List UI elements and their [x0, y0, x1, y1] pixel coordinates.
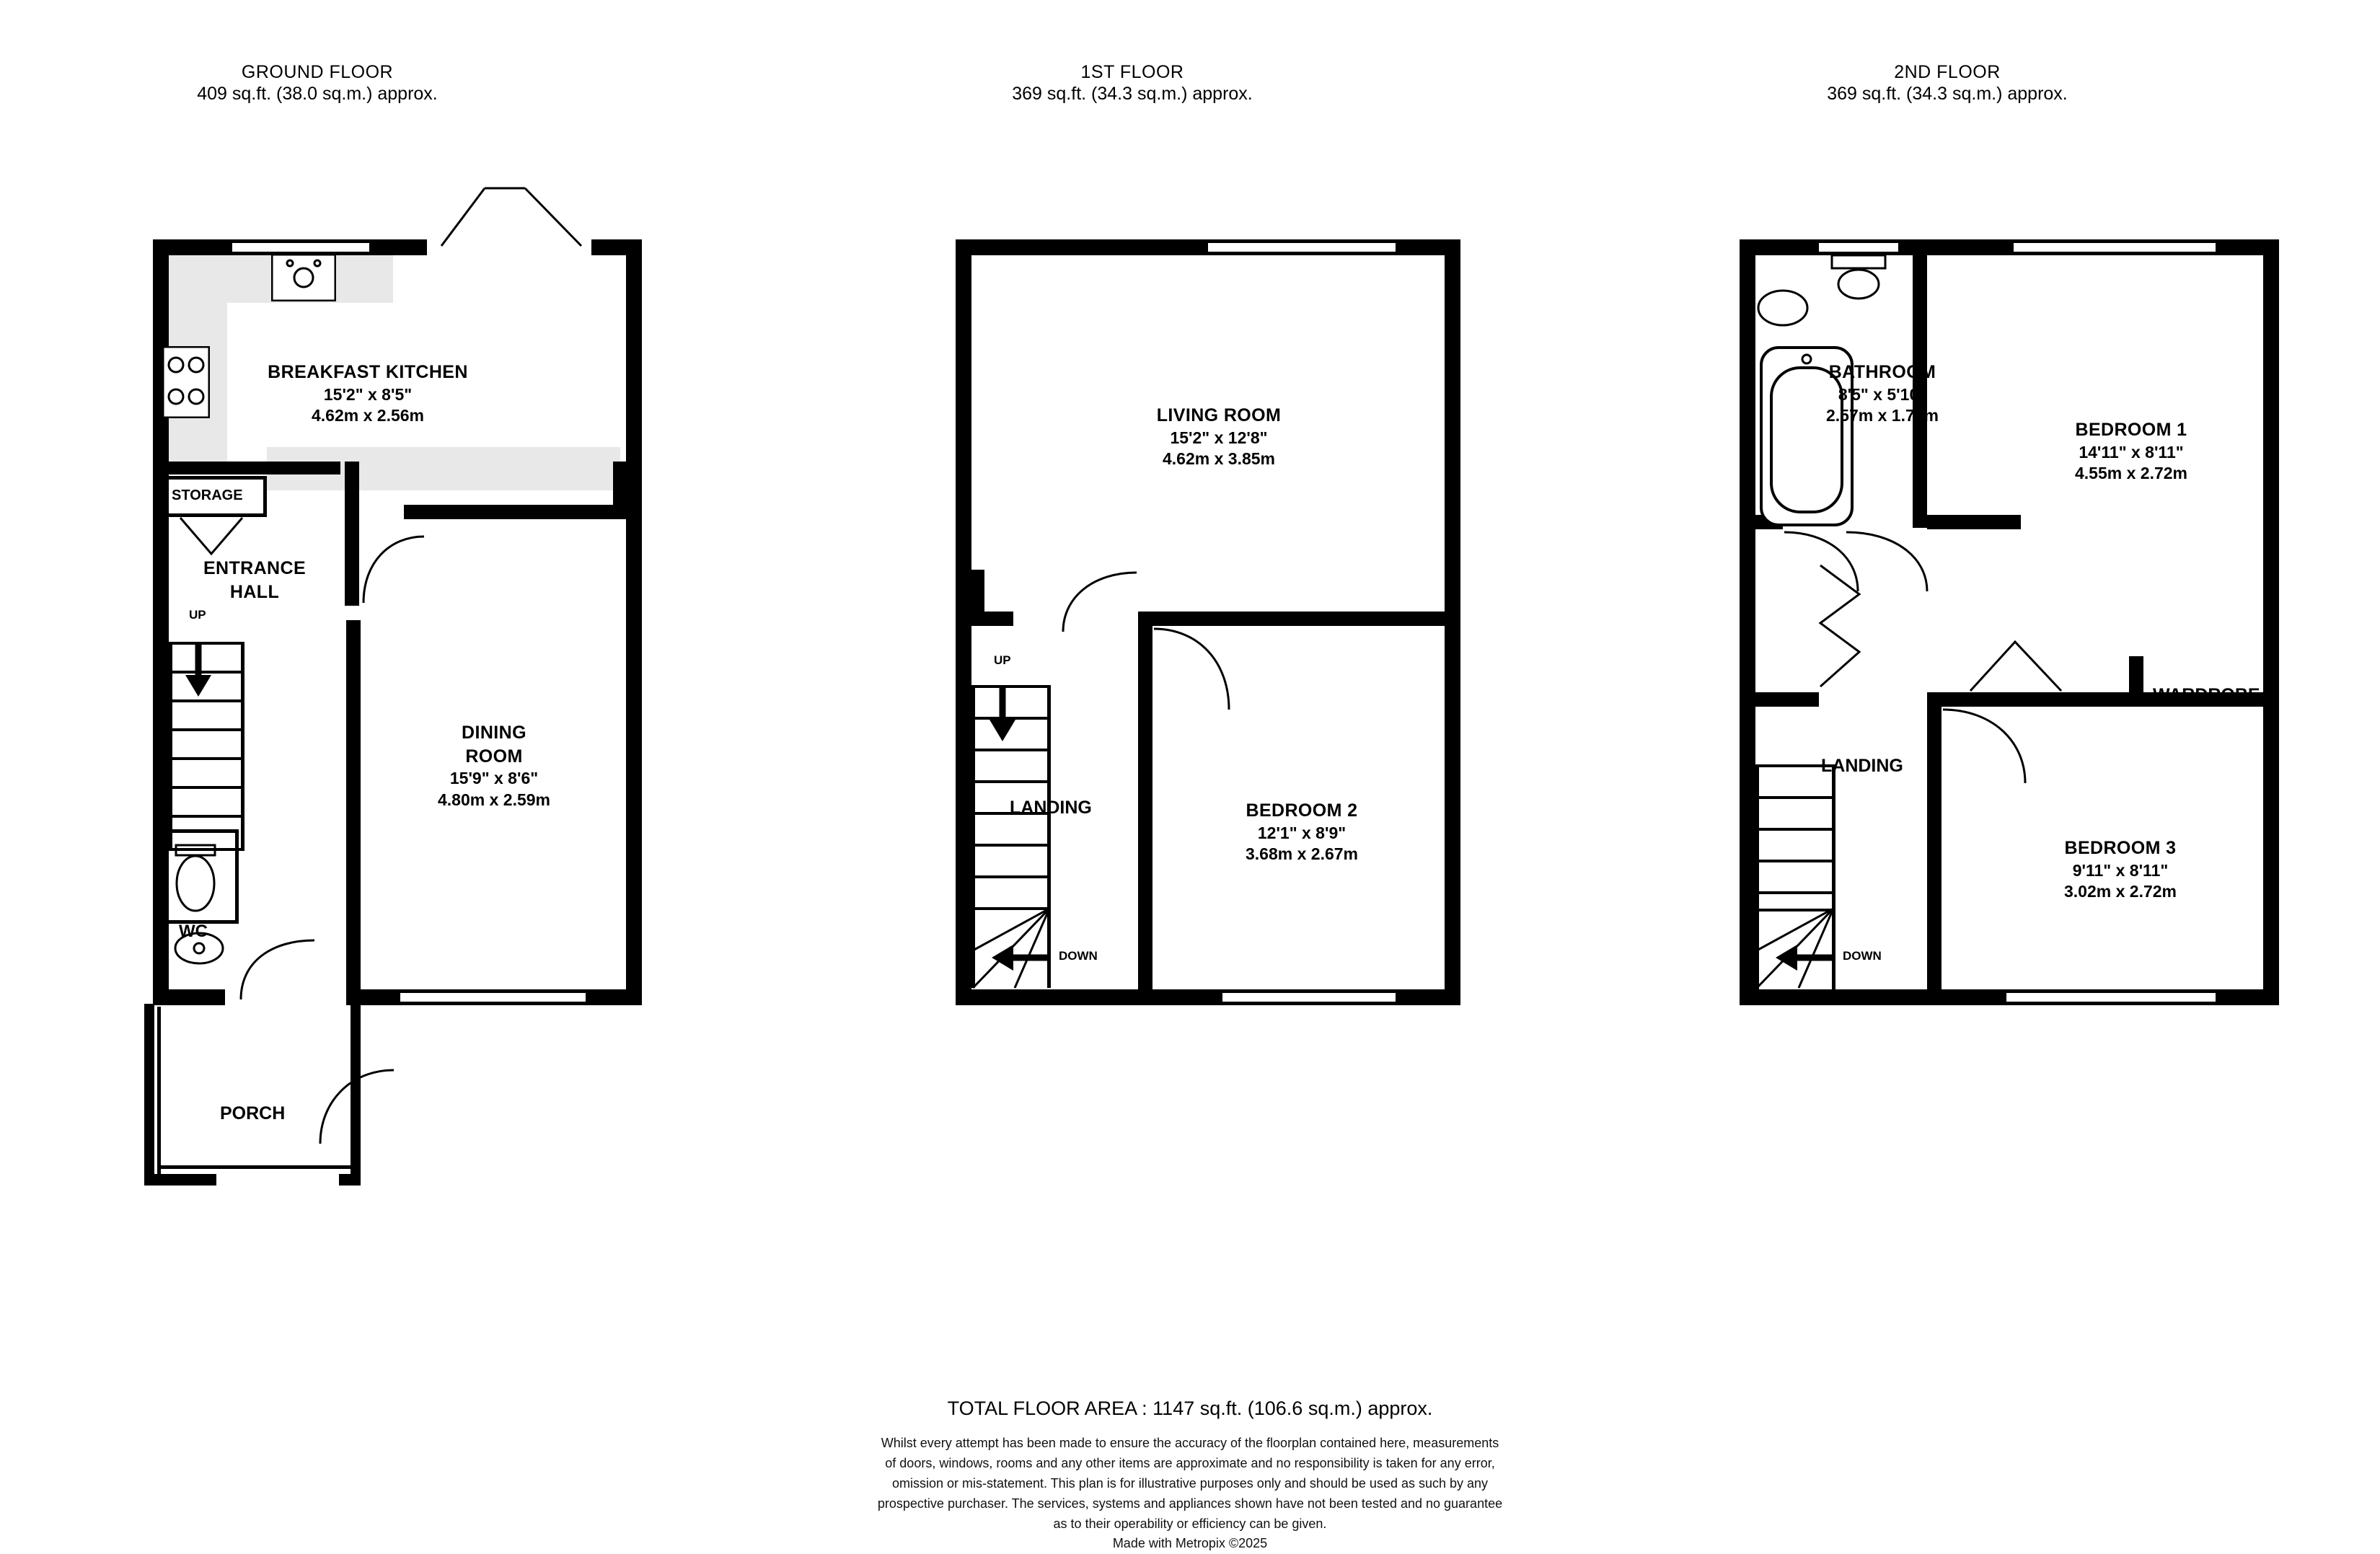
room-dim-imp-living: 15'2" x 12'8"	[1170, 428, 1268, 447]
stair-step-7	[169, 815, 244, 818]
room-label-wardrobe: WARDROBE	[2153, 685, 2260, 705]
stair-first-step-3	[971, 749, 1051, 751]
wall-hall-right-vertical	[345, 462, 359, 606]
wall-dining-left-vertical	[346, 620, 361, 1002]
wall-landing-bed1-divider	[1927, 515, 2021, 529]
room-label-landing-first: LANDING	[1010, 798, 1092, 818]
room-dim-met-breakfast-kitchen: 4.62m x 2.56m	[311, 406, 424, 425]
wall-ground-bottom-left	[153, 989, 225, 1005]
wall-storage-box	[162, 476, 267, 480]
wall-wc-top	[162, 829, 238, 833]
wall-first-landing-vertical	[1138, 612, 1152, 1005]
room-name-bathroom: BATHROOM	[1828, 362, 1936, 382]
wall-first-living-divider	[956, 612, 1013, 626]
toilet-icon-bathroom	[1830, 254, 1887, 301]
stair-step-4	[169, 728, 244, 731]
wall-second-bottom-right	[2216, 989, 2279, 1005]
room-label-bedroom-1	[2012, 418, 2250, 485]
wall-second-left	[1740, 239, 1755, 1005]
room-label-bedroom-3	[1976, 836, 2265, 903]
disclaimer-line-5: as to their operability or efficiency can be given.	[1053, 1516, 1327, 1531]
room-label-dining-room	[382, 721, 606, 811]
room-label-entrance-hall	[186, 557, 323, 604]
room-dim-met-bed3: 3.02m x 2.72m	[2063, 882, 2177, 901]
washbasin-icon-bathroom	[1756, 288, 1810, 328]
room-name-bedroom-1: BEDROOM 1	[2075, 420, 2187, 440]
stair-step-3	[169, 699, 244, 702]
window-living-top	[1208, 239, 1396, 255]
stair-up-label-first: UP	[994, 653, 1011, 667]
room-label-bathroom	[1753, 361, 2012, 427]
wall-second-right	[2263, 239, 2279, 1005]
room-dim-imp-bed3: 9'11" x 8'11"	[2072, 860, 2169, 880]
door-bedroom-3	[1942, 707, 2028, 786]
disclaimer-line-4: prospective purchaser. The services, systems and appliances shown have not been tested and no guarantee	[877, 1496, 1503, 1511]
floor-title-first: 1ST FLOOR	[1080, 62, 1184, 82]
floor-area-second: 369 sq.ft. (34.3 sq.m.) approx.	[1827, 84, 2068, 104]
stair-first-step-7	[971, 875, 1051, 878]
room-name-bedroom-3: BEDROOM 3	[2064, 838, 2177, 858]
door-wardrobe	[1969, 635, 2063, 692]
wall-first-top-left	[956, 239, 1208, 255]
room-dim-met-bathroom: 2.57m x 1.78m	[1825, 406, 1939, 425]
wall-ground-top-mid	[369, 239, 427, 255]
room-dim-met-bed2: 3.68m x 2.67m	[1245, 844, 1358, 864]
toilet-icon	[170, 844, 221, 916]
room-name-bedroom-2: BEDROOM 2	[1246, 800, 1358, 821]
stair-second-step-5	[1755, 891, 1835, 894]
wall-ground-top-left	[153, 239, 232, 255]
wall-kitchen-right-vertical	[613, 462, 627, 505]
room-dim-met-bed1: 4.55m x 2.72m	[2074, 464, 2187, 483]
wall-porch-left-inner	[157, 1007, 161, 1177]
stair-up-arrow-ground	[184, 643, 213, 697]
door-front-kitchen	[440, 184, 584, 249]
sink-icon	[271, 254, 336, 301]
stair-step-5	[169, 757, 244, 760]
door-porch	[317, 1067, 397, 1147]
disclaimer	[0, 1434, 2380, 1554]
wall-porch-bottom-inner	[157, 1165, 352, 1169]
room-name-breakfast-kitchen: BREAKFAST KITCHEN	[268, 362, 468, 382]
room-name-dining-line2: ROOM	[465, 746, 523, 767]
stair-step-6	[169, 786, 244, 789]
window-dining-bottom	[398, 989, 586, 1005]
disclaimer-line-2: of doors, windows, rooms and any other items are approximate and no responsibility is taken for any error,	[885, 1455, 1495, 1470]
disclaimer-line-1: Whilst every attempt has been made to ensure the accuracy of the floorplan contained here, measurements	[881, 1436, 1499, 1450]
room-label-wc: WC	[179, 922, 208, 941]
floor-title-ground: GROUND FLOOR	[241, 62, 394, 82]
wall-wc-right	[235, 829, 239, 923]
room-dim-met-dining: 4.80m x 2.59m	[437, 790, 550, 809]
wall-kitchen-hall-divider	[153, 462, 340, 474]
window-bed2-bottom	[1222, 989, 1396, 1005]
wall-first-bottom-right	[1396, 989, 1460, 1005]
room-dim-imp-bed1: 14'11" x 8'11"	[2079, 442, 2184, 462]
stair-step-8	[169, 848, 244, 851]
room-dim-met-living: 4.62m x 3.85m	[1162, 449, 1275, 469]
window-kitchen-top	[232, 239, 369, 255]
stair-first-step-4	[971, 780, 1051, 783]
stair-second-step-2	[1755, 796, 1835, 799]
room-name-entrance-hall-line1: ENTRANCE	[203, 558, 307, 578]
stair-down-label-second: DOWN	[1843, 949, 1882, 963]
room-label-breakfast-kitchen	[216, 361, 519, 427]
wall-dining-top	[404, 505, 627, 519]
stair-up-label-ground: UP	[189, 608, 206, 622]
stair-second-step-4	[1755, 860, 1835, 862]
stair-down-arrow-second	[1774, 943, 1832, 972]
room-dim-imp-breakfast-kitchen: 15'2" x 8'5"	[323, 384, 413, 404]
stair-down-arrow-first	[990, 943, 1048, 972]
window-bed1-top	[2014, 239, 2216, 255]
metropix-credit: Made with Metropix ©2025	[1112, 1536, 1268, 1551]
room-dim-imp-dining: 15'9" x 8'6"	[449, 769, 539, 787]
wall-first-bottom-left	[956, 989, 1222, 1005]
wall-ground-right	[626, 239, 642, 1005]
floor-area-first: 369 sq.ft. (34.3 sq.m.) approx.	[1012, 84, 1253, 104]
wall-landing-vertical	[1740, 692, 1819, 707]
stair-second-step-3	[1755, 828, 1835, 831]
room-name-entrance-hall-line2: HALL	[229, 581, 280, 602]
wall-porch-bottom	[144, 1174, 216, 1186]
window-bed3-bottom	[2006, 989, 2216, 1005]
door-wc	[238, 937, 317, 1002]
wall-ground-bottom-right	[586, 989, 642, 1005]
stair-first-step-6	[971, 844, 1051, 847]
floor-area-ground: 409 sq.ft. (38.0 sq.m.) approx.	[197, 84, 438, 104]
stair-down-label-first: DOWN	[1059, 949, 1098, 963]
window-bathroom-top	[1819, 239, 1898, 255]
door-hall-dining	[361, 534, 426, 606]
wall-first-left-stub	[956, 570, 984, 613]
wall-porch-left	[144, 1004, 154, 1184]
wall-storage-right	[263, 476, 267, 516]
wall-second-top-left	[1740, 239, 1819, 255]
room-label-bedroom-2	[1183, 799, 1421, 865]
room-label-living-room	[1096, 404, 1341, 470]
room-name-living-room: LIVING ROOM	[1156, 405, 1282, 425]
room-label-storage: STORAGE	[172, 487, 243, 503]
door-bedroom-2	[1152, 626, 1232, 712]
door-storage	[179, 516, 244, 560]
wall-second-corridor-vertical	[1927, 692, 1942, 1005]
stair-up-arrow-first	[988, 687, 1017, 743]
room-name-dining-line1: DINING	[462, 723, 526, 743]
floor-title-second: 2ND FLOOR	[1894, 62, 2001, 82]
room-label-porch: PORCH	[220, 1103, 286, 1123]
hob-icon	[162, 346, 210, 418]
room-label-landing-second: LANDING	[1821, 756, 1903, 776]
room-dim-imp-bed2: 12'1" x 8'9"	[1257, 823, 1347, 842]
total-floor-area: TOTAL FLOOR AREA : 1147 sq.ft. (106.6 sq.m.) approx.	[947, 1398, 1433, 1419]
door-corridor-zigzag	[1815, 562, 1865, 692]
door-landing-living	[1060, 570, 1140, 635]
disclaimer-line-3: omission or mis-statement. This plan is for illustrative purposes only and should be used as such by any	[891, 1475, 1489, 1491]
wall-second-bottom-left	[1740, 989, 2006, 1005]
room-dim-imp-bathroom: 8'5" x 5'10"	[1838, 384, 1927, 404]
wall-first-living-divider-right	[1140, 612, 1460, 626]
